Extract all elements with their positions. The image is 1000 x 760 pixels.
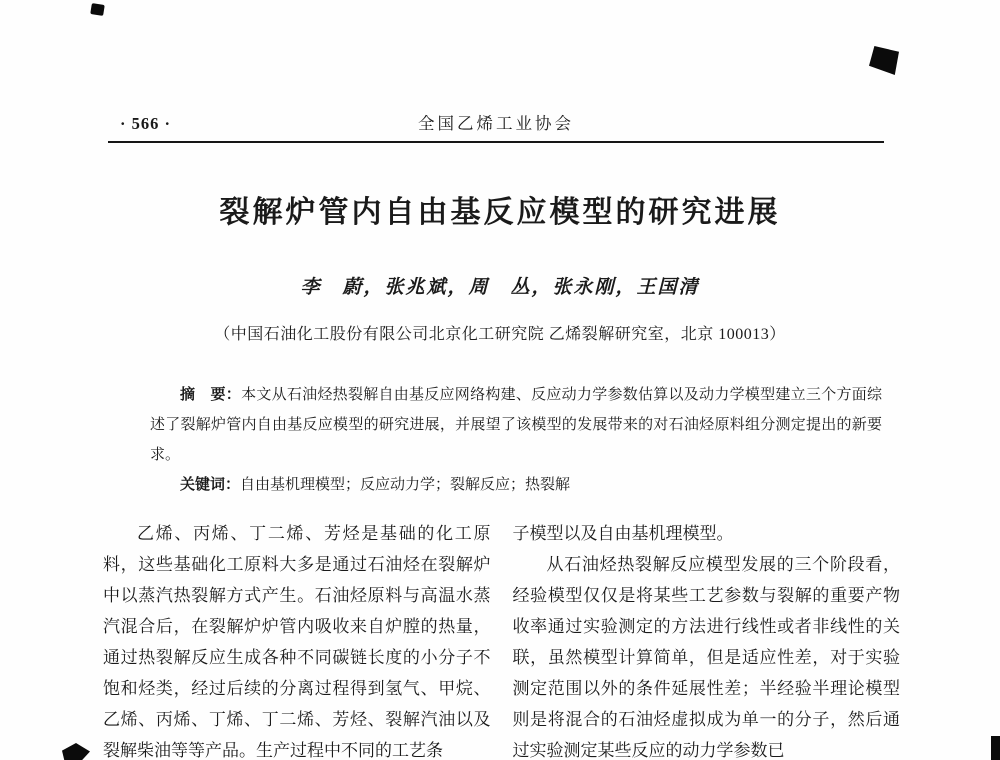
body-paragraph: 从石油烃热裂解反应模型发展的三个阶段看，经验模型仅仅是将某些工艺参数与裂解的重要产物收率通过实验测定的方法进行线性或者非线性的关联，虽然模型计算简单，但是适应性差，对于实验测定范围以外的条件延展性差；半经验半理论模型则是将混合的石油烃虚拟成为单一的分子，然后通过实验测定某些反应的动力学参数已 (512, 555, 900, 760)
page-number: · 566 · (120, 114, 172, 133)
scan-artifact-top-left (90, 3, 105, 16)
journal-name: 全国乙烯工业协会 (418, 114, 574, 133)
affiliation: （中国石油化工股份有限公司北京化工研究院 乙烯裂解研究室，北京 100013） (214, 326, 786, 343)
keywords-line (150, 470, 882, 500)
scan-artifact-bottom-right (991, 736, 1000, 760)
right-column (513, 518, 901, 760)
body-paragraph: 子模型以及自由基机理模型。 (512, 524, 734, 543)
left-column (103, 518, 491, 760)
author-list: 李 蔚，张兆斌，周 丛，张永刚，王国清 (300, 277, 700, 298)
body-columns (103, 518, 900, 760)
scan-artifact-top-right (869, 46, 899, 75)
keywords-label: 关键词： (180, 476, 241, 493)
keywords-text: 自由基机理模型；反应动力学；裂解反应；热裂解 (240, 477, 571, 493)
scan-artifact-bottom-left (62, 743, 90, 760)
journal-header (108, 110, 884, 143)
body-paragraph: 乙烯、丙烯、丁二烯、芳烃是基础的化工原料，这些基础化工原料大多是通过石油烃在裂解炉中以蒸汽热裂解方式产生。石油烃原料与高温水蒸汽混合后，在裂解炉炉管内吸收来自炉膛的热量，通过热裂解反应生成各种不同碳链长度的小分子不饱和烃类，经过后续的分离过程得到氢气、甲烷、乙烯、丙烯、丁烯、丁二烯、芳烃、裂解汽油以及裂解柴油等等产品。生产过程中不同的工艺条 (103, 524, 491, 760)
abstract-text: 本文从石油烃热裂解自由基反应网络构建、反应动力学参数估算以及动力学模型建立三个方面综述了裂解炉管内自由基反应模型的研究进展，并展望了该模型的发展带来的对石油烃原料组分测定提出的新要求。 (150, 387, 882, 463)
abstract-label: 摘 要： (180, 386, 242, 403)
abstract-paragraph (150, 380, 882, 470)
article-title: 裂解炉管内自由基反应模型的研究进展 (219, 196, 781, 229)
